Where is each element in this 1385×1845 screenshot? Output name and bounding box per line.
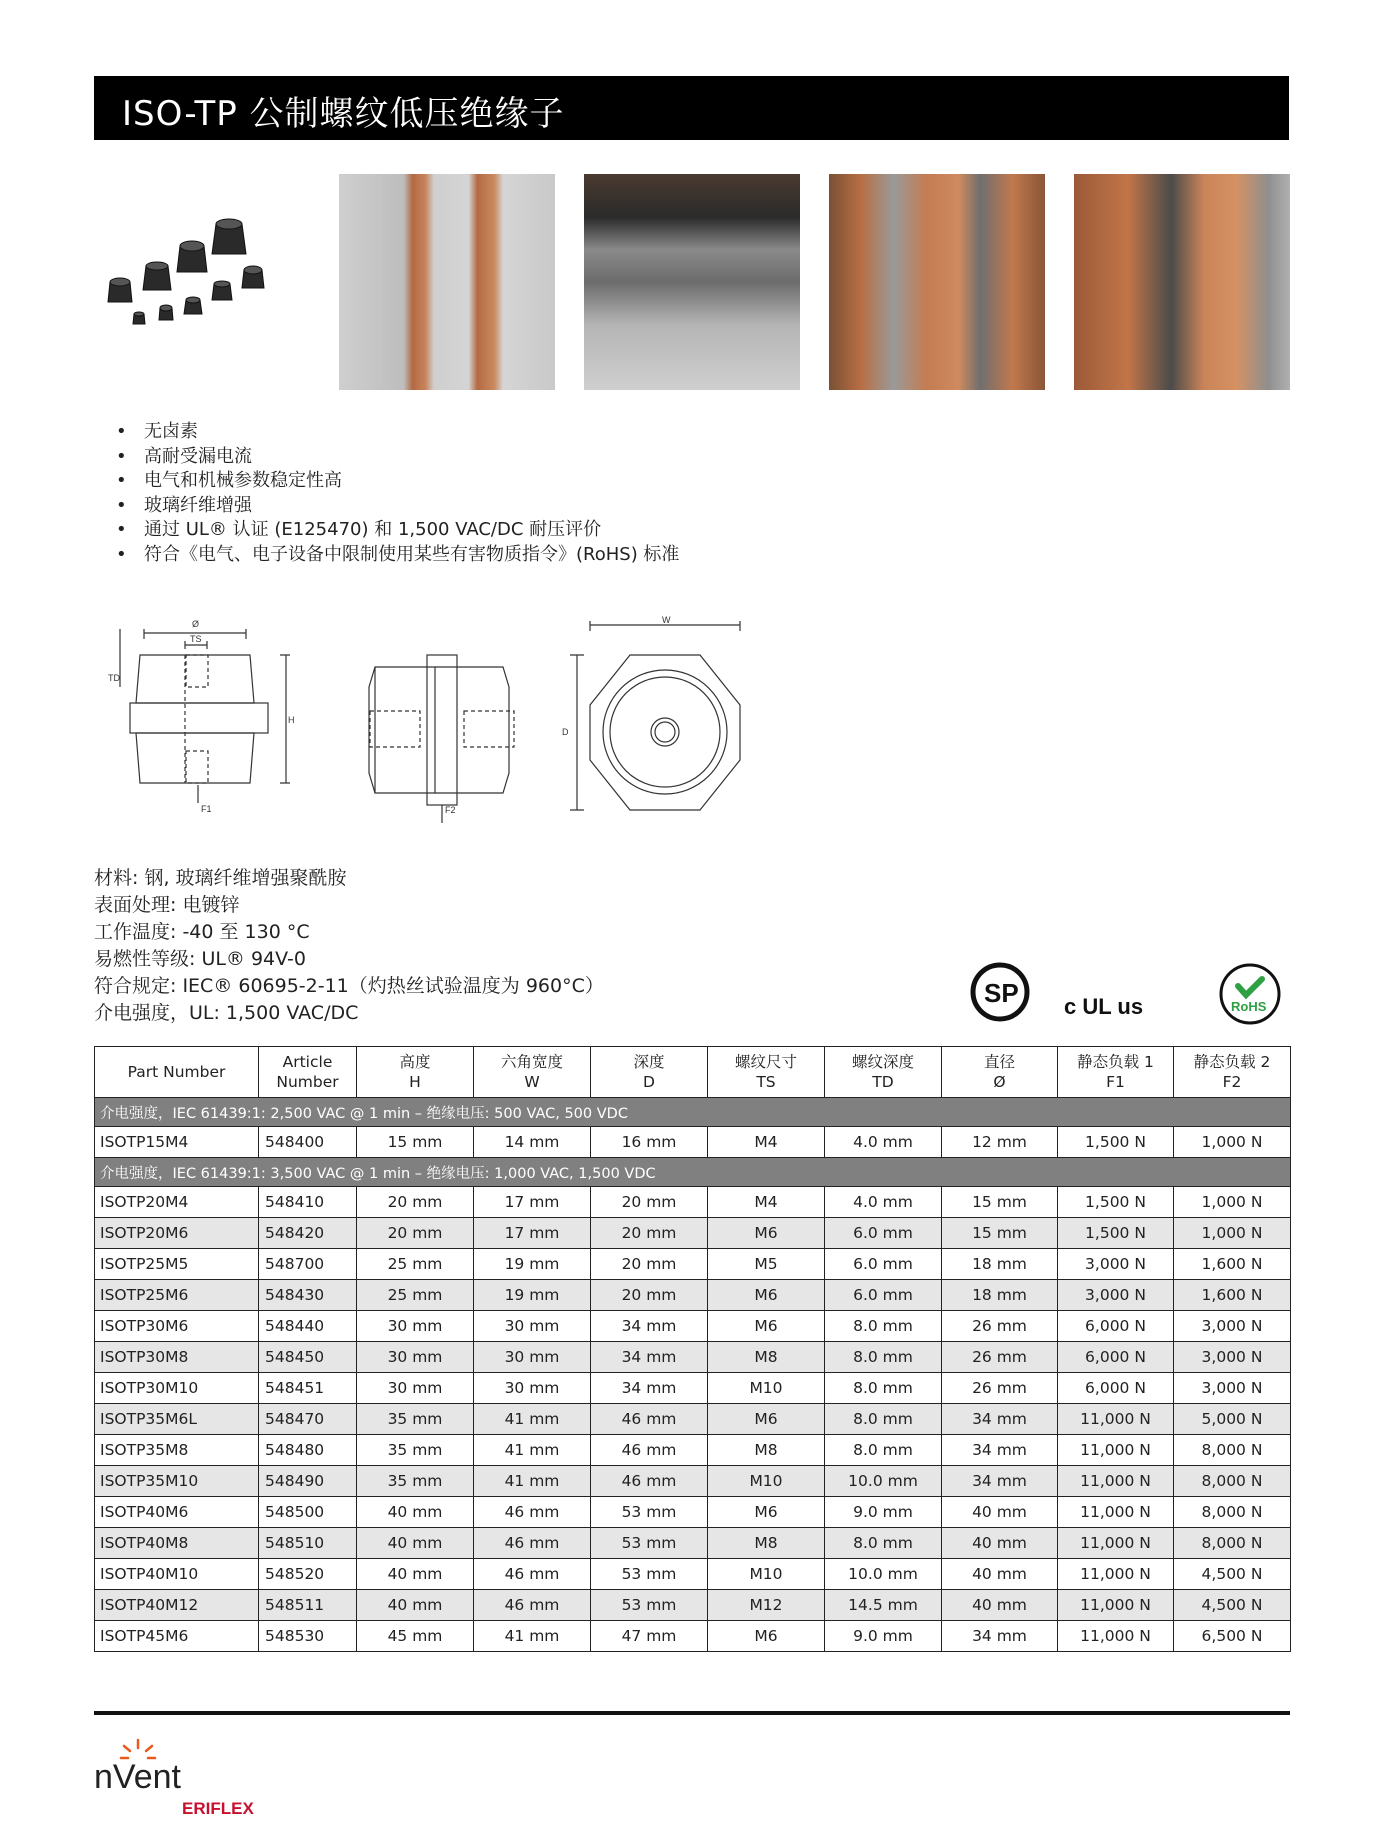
feature-item: • 无卤素 (116, 420, 679, 445)
table-cell: 18 mm (942, 1249, 1058, 1280)
page-title: ISO-TP 公制螺纹低压绝缘子 (122, 94, 565, 134)
table-header-row (95, 1047, 1291, 1098)
table-group-row (95, 1098, 1291, 1127)
table-cell: ISOTP20M4 (95, 1187, 259, 1218)
dim-label-d: D (562, 727, 569, 737)
table-cell: 41 mm (474, 1435, 591, 1466)
table-cell: 9.0 mm (825, 1497, 942, 1528)
table-cell: 40 mm (942, 1559, 1058, 1590)
dim-label-f2: F2 (445, 805, 456, 815)
table-cell: 4,500 N (1174, 1559, 1291, 1590)
table-cell: M10 (708, 1373, 825, 1404)
table-row (95, 1559, 1291, 1590)
installation-photo-2 (584, 174, 800, 390)
dim-label-ts: TS (190, 634, 202, 644)
spec-dielectric: 介电强度，UL: 1,500 VAC/DC (94, 1002, 359, 1024)
table-cell: ISOTP40M6 (95, 1497, 259, 1528)
table-cell: 46 mm (591, 1435, 708, 1466)
table-cell: 6,000 N (1058, 1342, 1174, 1373)
table-cell: 30 mm (474, 1342, 591, 1373)
table-cell: ISOTP30M8 (95, 1342, 259, 1373)
table-cell: 18 mm (942, 1280, 1058, 1311)
table-cell: M5 (708, 1249, 825, 1280)
nvent-eriflex-logo (94, 1726, 274, 1826)
table-cell: 34 mm (942, 1466, 1058, 1497)
table-cell: 548530 (259, 1621, 357, 1652)
table-cell: ISOTP35M6L (95, 1404, 259, 1435)
table-cell: 1,000 N (1174, 1218, 1291, 1249)
table-cell: 53 mm (591, 1590, 708, 1621)
table-cell: M8 (708, 1342, 825, 1373)
table-cell: 548440 (259, 1311, 357, 1342)
table-cell: 53 mm (591, 1497, 708, 1528)
col-depth: 深度 D (591, 1047, 708, 1098)
table-row (95, 1404, 1291, 1435)
table-cell: 46 mm (474, 1559, 591, 1590)
spec-compliance: 符合规定: IEC® 60695-2-11（灼热丝试验温度为 960°C） (94, 975, 604, 997)
dim-label-td: TD (108, 673, 120, 683)
table-cell: 46 mm (591, 1404, 708, 1435)
table-cell: 8.0 mm (825, 1528, 942, 1559)
product-insulators-image (94, 174, 310, 390)
table-cell: 34 mm (591, 1311, 708, 1342)
table-cell: 15 mm (357, 1127, 474, 1158)
col-height: 高度 H (357, 1047, 474, 1098)
table-cell: 12 mm (942, 1127, 1058, 1158)
table-cell: 4.0 mm (825, 1127, 942, 1158)
table-cell: 30 mm (474, 1311, 591, 1342)
table-cell: M8 (708, 1528, 825, 1559)
table-cell: ISOTP40M10 (95, 1559, 259, 1590)
table-row (95, 1218, 1291, 1249)
feature-item: • 符合《电气、电子设备中限制使用某些有害物质指令》(RoHS) 标准 (116, 543, 679, 568)
table-cell: 6.0 mm (825, 1218, 942, 1249)
spec-material: 材料: 钢, 玻璃纤维增强聚酰胺 (94, 867, 347, 889)
table-cell: M10 (708, 1466, 825, 1497)
table-cell: 53 mm (591, 1528, 708, 1559)
table-cell: 548451 (259, 1373, 357, 1404)
feature-item: • 玻璃纤维增强 (116, 494, 679, 519)
table-cell: 3,000 N (1174, 1342, 1291, 1373)
table-cell: 5,000 N (1174, 1404, 1291, 1435)
table-cell: 40 mm (942, 1590, 1058, 1621)
table-cell: ISOTP40M8 (95, 1528, 259, 1559)
table-cell: M6 (708, 1218, 825, 1249)
table-cell: 8.0 mm (825, 1342, 942, 1373)
spec-finish: 表面处理: 电镀锌 (94, 894, 240, 916)
rohs-logo-icon (1218, 962, 1282, 1026)
table-cell: 3,000 N (1174, 1373, 1291, 1404)
table-cell: 26 mm (942, 1311, 1058, 1342)
table-cell: 26 mm (942, 1342, 1058, 1373)
table-cell: 11,000 N (1058, 1621, 1174, 1652)
dimension-drawing (100, 615, 800, 830)
table-cell: 548430 (259, 1280, 357, 1311)
group-label: 介电强度，IEC 61439:1: 2,500 VAC @ 1 min – 绝缘电压: 500 VAC, 500 VDC (95, 1098, 1291, 1127)
table-cell: 34 mm (942, 1404, 1058, 1435)
table-cell: 548410 (259, 1187, 357, 1218)
svg-text:SP: SP (984, 978, 1019, 1008)
table-cell: 1,600 N (1174, 1249, 1291, 1280)
table-cell: 35 mm (357, 1435, 474, 1466)
table-cell: 11,000 N (1058, 1590, 1174, 1621)
table-cell: 8.0 mm (825, 1404, 942, 1435)
table-cell: 10.0 mm (825, 1466, 942, 1497)
table-row (95, 1435, 1291, 1466)
table-cell: 8.0 mm (825, 1435, 942, 1466)
table-cell: 40 mm (357, 1559, 474, 1590)
table-row (95, 1127, 1291, 1158)
table-cell: 35 mm (357, 1404, 474, 1435)
table-cell: 11,000 N (1058, 1497, 1174, 1528)
table-cell: 11,000 N (1058, 1466, 1174, 1497)
table-cell: 40 mm (357, 1497, 474, 1528)
group-label: 介电强度，IEC 61439:1: 3,500 VAC @ 1 min – 绝缘电压: 1,000 VAC, 1,500 VDC (95, 1158, 1291, 1187)
table-cell: 53 mm (591, 1559, 708, 1590)
table-row (95, 1187, 1291, 1218)
table-cell: 34 mm (942, 1435, 1058, 1466)
table-cell: 17 mm (474, 1218, 591, 1249)
dim-label-f1: F1 (201, 804, 212, 814)
installation-photo-3 (829, 174, 1045, 390)
table-cell: 8,000 N (1174, 1528, 1291, 1559)
svg-text:c UL us: c UL us (1064, 994, 1144, 1019)
spec-temperature: 工作温度: -40 至 130 °C (94, 921, 310, 943)
table-cell: 548400 (259, 1127, 357, 1158)
dim-label-h: H (288, 715, 295, 725)
table-cell: 6.0 mm (825, 1280, 942, 1311)
table-cell: ISOTP20M6 (95, 1218, 259, 1249)
table-cell: 6,000 N (1058, 1373, 1174, 1404)
table-cell: 25 mm (357, 1280, 474, 1311)
table-cell: 20 mm (591, 1280, 708, 1311)
table-group-row (95, 1158, 1291, 1187)
table-cell: M12 (708, 1590, 825, 1621)
table-cell: 14 mm (474, 1127, 591, 1158)
table-cell: 8.0 mm (825, 1311, 942, 1342)
table-cell: 47 mm (591, 1621, 708, 1652)
title-bar (94, 76, 1289, 140)
table-cell: 34 mm (591, 1373, 708, 1404)
table-cell: 15 mm (942, 1187, 1058, 1218)
table-cell: 19 mm (474, 1280, 591, 1311)
table-cell: 8,000 N (1174, 1466, 1291, 1497)
col-part-number: Part Number (95, 1047, 259, 1098)
table-cell: 20 mm (591, 1218, 708, 1249)
footer-divider (94, 1711, 1290, 1715)
table-cell: 14.5 mm (825, 1590, 942, 1621)
col-diameter: 直径 Ø (942, 1047, 1058, 1098)
table-cell: 548420 (259, 1218, 357, 1249)
table-cell: 40 mm (357, 1528, 474, 1559)
table-cell: 15 mm (942, 1218, 1058, 1249)
table-cell: 6,000 N (1058, 1311, 1174, 1342)
table-cell: M6 (708, 1311, 825, 1342)
table-cell: 20 mm (591, 1187, 708, 1218)
table-cell: ISOTP25M5 (95, 1249, 259, 1280)
svg-text:RoHS: RoHS (1231, 999, 1267, 1014)
table-cell: M10 (708, 1559, 825, 1590)
table-cell: ISOTP40M12 (95, 1590, 259, 1621)
table-cell: 40 mm (357, 1590, 474, 1621)
col-thread-depth: 螺纹深度 TD (825, 1047, 942, 1098)
table-row (95, 1497, 1291, 1528)
table-cell: M6 (708, 1280, 825, 1311)
table-cell: ISOTP30M6 (95, 1311, 259, 1342)
table-cell: 1,500 N (1058, 1127, 1174, 1158)
table-cell: 17 mm (474, 1187, 591, 1218)
table-cell: 1,000 N (1174, 1187, 1291, 1218)
table-cell: 34 mm (942, 1621, 1058, 1652)
table-cell: M6 (708, 1404, 825, 1435)
table-cell: 548500 (259, 1497, 357, 1528)
table-cell: 8,000 N (1174, 1497, 1291, 1528)
table-row (95, 1528, 1291, 1559)
table-cell: 548520 (259, 1559, 357, 1590)
table-row (95, 1373, 1291, 1404)
table-cell: 20 mm (357, 1218, 474, 1249)
brand-text: nVent (94, 1758, 181, 1796)
table-cell: 8.0 mm (825, 1373, 942, 1404)
ul-logo-icon (1062, 962, 1172, 1022)
table-cell: ISOTP30M10 (95, 1373, 259, 1404)
table-row (95, 1466, 1291, 1497)
feature-item: • 通过 UL® 认证 (E125470) 和 1,500 VAC/DC 耐压评价 (116, 518, 679, 543)
table-cell: 4.0 mm (825, 1187, 942, 1218)
table-cell: M6 (708, 1497, 825, 1528)
table-cell: 46 mm (474, 1497, 591, 1528)
table-cell: 41 mm (474, 1404, 591, 1435)
table-row (95, 1249, 1291, 1280)
table-cell: 548470 (259, 1404, 357, 1435)
dim-label-w: W (662, 615, 671, 625)
table-cell: M4 (708, 1127, 825, 1158)
table-cell: 46 mm (591, 1466, 708, 1497)
feature-item: • 高耐受漏电流 (116, 445, 679, 470)
table-cell: 41 mm (474, 1466, 591, 1497)
product-table (94, 1046, 1291, 1652)
table-cell: 19 mm (474, 1249, 591, 1280)
table-cell: 548480 (259, 1435, 357, 1466)
col-static-load-2: 静态负载 2 F2 (1174, 1047, 1291, 1098)
table-cell: 34 mm (591, 1342, 708, 1373)
table-cell: 45 mm (357, 1621, 474, 1652)
table-cell: 20 mm (591, 1249, 708, 1280)
table-cell: 3,000 N (1174, 1311, 1291, 1342)
table-cell: 30 mm (474, 1373, 591, 1404)
installation-photo-1 (339, 174, 555, 390)
csa-logo-icon (970, 962, 1040, 1022)
spec-flammability: 易燃性等级: UL® 94V-0 (94, 948, 306, 970)
table-cell: ISOTP45M6 (95, 1621, 259, 1652)
table-cell: 11,000 N (1058, 1528, 1174, 1559)
table-cell: 41 mm (474, 1621, 591, 1652)
table-cell: M6 (708, 1621, 825, 1652)
table-cell: 25 mm (357, 1249, 474, 1280)
sub-brand-text: ERIFLEX (182, 1799, 254, 1818)
table-cell: 40 mm (942, 1528, 1058, 1559)
table-row (95, 1590, 1291, 1621)
table-cell: M8 (708, 1435, 825, 1466)
specs-block (94, 865, 604, 1027)
table-cell: 35 mm (357, 1466, 474, 1497)
table-cell: 1,500 N (1058, 1218, 1174, 1249)
table-cell: ISOTP35M8 (95, 1435, 259, 1466)
table-row (95, 1280, 1291, 1311)
table-cell: 30 mm (357, 1373, 474, 1404)
col-article-number: Article Number (259, 1047, 357, 1098)
installation-photo-4 (1074, 174, 1290, 390)
table-cell: 9.0 mm (825, 1621, 942, 1652)
table-cell: 548510 (259, 1528, 357, 1559)
table-cell: 46 mm (474, 1528, 591, 1559)
dim-label-dia: Ø (192, 619, 200, 629)
table-row (95, 1311, 1291, 1342)
table-cell: 8,000 N (1174, 1435, 1291, 1466)
table-cell: 10.0 mm (825, 1559, 942, 1590)
table-row (95, 1621, 1291, 1652)
table-cell: 11,000 N (1058, 1559, 1174, 1590)
table-cell: 3,000 N (1058, 1280, 1174, 1311)
table-cell: 548490 (259, 1466, 357, 1497)
table-cell: 548450 (259, 1342, 357, 1373)
table-cell: ISOTP15M4 (95, 1127, 259, 1158)
table-cell: 26 mm (942, 1373, 1058, 1404)
col-thread-size: 螺纹尺寸 TS (708, 1047, 825, 1098)
table-cell: M4 (708, 1187, 825, 1218)
table-cell: ISOTP35M10 (95, 1466, 259, 1497)
table-cell: 6,500 N (1174, 1621, 1291, 1652)
table-cell: 1,500 N (1058, 1187, 1174, 1218)
table-cell: 548511 (259, 1590, 357, 1621)
table-cell: 11,000 N (1058, 1435, 1174, 1466)
table-cell: 30 mm (357, 1342, 474, 1373)
table-cell: 6.0 mm (825, 1249, 942, 1280)
feature-item: • 电气和机械参数稳定性高 (116, 469, 679, 494)
table-cell: 30 mm (357, 1311, 474, 1342)
table-cell: 46 mm (474, 1590, 591, 1621)
table-cell: ISOTP25M6 (95, 1280, 259, 1311)
col-static-load-1: 静态负载 1 F1 (1058, 1047, 1174, 1098)
table-row (95, 1342, 1291, 1373)
table-cell: 1,000 N (1174, 1127, 1291, 1158)
table-cell: 40 mm (942, 1497, 1058, 1528)
table-cell: 548700 (259, 1249, 357, 1280)
table-cell: 16 mm (591, 1127, 708, 1158)
col-hex-width: 六角宽度 W (474, 1047, 591, 1098)
feature-list (116, 420, 679, 567)
table-cell: 11,000 N (1058, 1404, 1174, 1435)
table-cell: 4,500 N (1174, 1590, 1291, 1621)
table-cell: 1,600 N (1174, 1280, 1291, 1311)
table-cell: 20 mm (357, 1187, 474, 1218)
table-cell: 3,000 N (1058, 1249, 1174, 1280)
